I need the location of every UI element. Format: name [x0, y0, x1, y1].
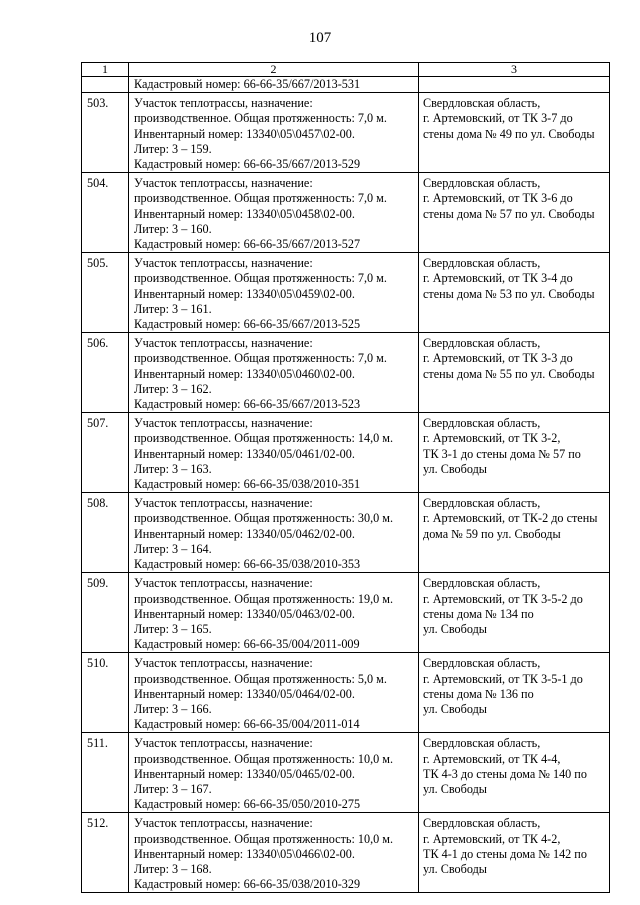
row-description-line: Участок теплотрассы, назначение:: [134, 96, 313, 111]
row-number: 503.: [82, 93, 129, 173]
row-address-line: Свердловская область,: [423, 496, 541, 511]
row-description-line: Инвентарный номер: 13340/05/0464/02-00.: [134, 686, 355, 701]
row-address-line: ТК 3-1 до стены дома № 57 по: [423, 446, 581, 461]
row-description-line: производственное. Общая протяженность: 19,0 м.: [134, 591, 394, 606]
row-number: 504.: [82, 173, 129, 253]
row-description-line: Литер: 3 – 167.: [134, 781, 212, 796]
table-row: [82, 813, 610, 893]
row-description-line: Кадастровый номер: 66-66-35/667/2013-523: [134, 397, 361, 412]
row-number: 505.: [82, 253, 129, 333]
row-description: [129, 77, 419, 93]
row-description: [129, 733, 419, 813]
row-description-line: Участок теплотрассы, назначение:: [134, 576, 313, 591]
row-description-line: производственное. Общая протяженность: 7,0 м.: [134, 191, 387, 206]
row-description-line: Кадастровый номер: 66-66-35/667/2013-531: [134, 77, 361, 91]
row-description: [129, 253, 419, 333]
row-description-line: Литер: 3 – 163.: [134, 461, 212, 476]
row-address: [419, 733, 610, 813]
column-header-3: 3: [419, 63, 610, 77]
row-description-line: Участок теплотрассы, назначение:: [134, 736, 313, 751]
row-description-line: Литер: 3 – 161.: [134, 301, 212, 316]
row-description-line: производственное. Общая протяженность: 7,0 м.: [134, 271, 387, 286]
row-description: [129, 173, 419, 253]
table-row: [82, 493, 610, 573]
row-address-line: Свердловская область,: [423, 656, 541, 671]
row-number: 510.: [82, 653, 129, 733]
row-address-line: ул. Свободы: [423, 461, 487, 476]
row-description-line: Инвентарный номер: 13340/05/0463/02-00.: [134, 606, 355, 621]
row-address-line: Свердловская область,: [423, 96, 541, 111]
row-number: 507.: [82, 413, 129, 493]
row-description-line: Участок теплотрассы, назначение:: [134, 816, 313, 831]
row-description: [129, 333, 419, 413]
table-row: [82, 573, 610, 653]
row-description-line: Кадастровый номер: 66-66-35/038/2010-353: [134, 557, 361, 572]
row-description-line: Литер: 3 – 165.: [134, 621, 212, 636]
row-description: [129, 93, 419, 173]
row-address-line: ул. Свободы: [423, 701, 487, 716]
table-row: [82, 333, 610, 413]
row-description-line: Инвентарный номер: 13340/05/0465/02-00.: [134, 766, 355, 781]
row-address-line: стены дома № 53 по ул. Свободы: [423, 286, 595, 301]
table-body: [82, 77, 610, 893]
row-description-line: Кадастровый номер: 66-66-35/004/2011-009: [134, 637, 360, 652]
row-address-line: г. Артемовский, от ТК 3-6 до: [423, 191, 573, 206]
row-description: [129, 573, 419, 653]
row-address: [419, 93, 610, 173]
row-address-line: ТК 4-1 до стены дома № 142 по: [423, 846, 587, 861]
row-address-line: г. Артемовский, от ТК 3-5-1 до: [423, 671, 583, 686]
row-address-line: стены дома № 49 по ул. Свободы: [423, 126, 595, 141]
row-address-line: дома № 59 по ул. Свободы: [423, 526, 561, 541]
row-address: [419, 493, 610, 573]
row-number: 508.: [82, 493, 129, 573]
row-address-line: ул. Свободы: [423, 861, 487, 876]
row-address-line: стены дома № 136 по: [423, 686, 534, 701]
row-number: 506.: [82, 333, 129, 413]
header-row: [82, 63, 610, 77]
row-address-line: г. Артемовский, от ТК 3-2,: [423, 431, 561, 446]
row-number: 509.: [82, 573, 129, 653]
row-description-line: производственное. Общая протяженность: 14,0 м.: [134, 431, 394, 446]
row-address-line: Свердловская область,: [423, 576, 541, 591]
row-address: [419, 333, 610, 413]
row-description-line: производственное. Общая протяженность: 30,0 м.: [134, 511, 394, 526]
row-description-line: Инвентарный номер: 13340\05\0466\02-00.: [134, 846, 355, 861]
continuation-row: [82, 77, 610, 93]
row-description-line: Инвентарный номер: 13340\05\0459\02-00.: [134, 286, 355, 301]
row-address-line: Свердловская область,: [423, 256, 541, 271]
row-address-line: стены дома № 57 по ул. Свободы: [423, 206, 595, 221]
row-description-line: Кадастровый номер: 66-66-35/667/2013-527: [134, 237, 361, 252]
table-row: [82, 253, 610, 333]
row-address: [419, 653, 610, 733]
row-description-line: Кадастровый номер: 66-66-35/050/2010-275: [134, 797, 361, 812]
row-description-line: Инвентарный номер: 13340/05/0461/02-00.: [134, 446, 355, 461]
row-description: [129, 813, 419, 893]
property-table: [81, 62, 610, 893]
row-number: 512.: [82, 813, 129, 893]
row-address: [419, 413, 610, 493]
row-description: [129, 493, 419, 573]
row-address-line: г. Артемовский, от ТК 3-7 до: [423, 111, 573, 126]
row-address-line: Свердловская область,: [423, 816, 541, 831]
row-description-line: Участок теплотрассы, назначение:: [134, 176, 313, 191]
row-description-line: производственное. Общая протяженность: 5,0 м.: [134, 671, 387, 686]
table-row: [82, 93, 610, 173]
row-address: [419, 813, 610, 893]
row-description-line: Кадастровый номер: 66-66-35/038/2010-351: [134, 477, 361, 492]
column-header-2: 2: [129, 63, 419, 77]
table-row: [82, 653, 610, 733]
row-description-line: Литер: 3 – 159.: [134, 141, 212, 156]
row-address-line: стены дома № 134 по: [423, 606, 534, 621]
row-address-line: ТК 4-3 до стены дома № 140 по: [423, 766, 587, 781]
row-description-line: Кадастровый номер: 66-66-35/038/2010-329: [134, 877, 361, 892]
row-description-line: Кадастровый номер: 66-66-35/004/2011-014: [134, 717, 360, 732]
row-description-line: Литер: 3 – 162.: [134, 381, 212, 396]
row-address: [419, 573, 610, 653]
row-address-line: г. Артемовский, от ТК 4-2,: [423, 831, 561, 846]
row-description-line: Инвентарный номер: 13340\05\0458\02-00.: [134, 206, 355, 221]
row-address-line: г. Артемовский, от ТК 3-4 до: [423, 271, 573, 286]
row-address-line: Свердловская область,: [423, 416, 541, 431]
table-row: [82, 173, 610, 253]
row-address: [419, 173, 610, 253]
table-row: [82, 413, 610, 493]
row-description-line: Инвентарный номер: 13340/05/0462/02-00.: [134, 526, 355, 541]
row-description-line: Кадастровый номер: 66-66-35/667/2013-529: [134, 157, 361, 172]
row-address-line: Свердловская область,: [423, 736, 541, 751]
row-address: [419, 253, 610, 333]
row-address: [419, 77, 610, 93]
row-address-line: г. Артемовский, от ТК-2 до стены: [423, 511, 598, 526]
row-address-line: стены дома № 55 по ул. Свободы: [423, 366, 595, 381]
row-description-line: Участок теплотрассы, назначение:: [134, 336, 313, 351]
row-address-line: Свердловская область,: [423, 336, 541, 351]
row-description-line: Литер: 3 – 166.: [134, 701, 212, 716]
row-description-line: Участок теплотрассы, назначение:: [134, 496, 313, 511]
row-description-line: производственное. Общая протяженность: 10,0 м.: [134, 831, 394, 846]
row-number: 511.: [82, 733, 129, 813]
row-address-line: Свердловская область,: [423, 176, 541, 191]
row-description-line: Участок теплотрассы, назначение:: [134, 656, 313, 671]
row-description-line: Инвентарный номер: 13340\05\0460\02-00.: [134, 366, 355, 381]
row-description-line: Литер: 3 – 168.: [134, 861, 212, 876]
row-address-line: г. Артемовский, от ТК 3-3 до: [423, 351, 573, 366]
row-description-line: Инвентарный номер: 13340\05\0457\02-00.: [134, 126, 355, 141]
row-number: [82, 77, 129, 93]
row-description: [129, 413, 419, 493]
row-address-line: г. Артемовский, от ТК 3-5-2 до: [423, 591, 583, 606]
row-address-line: г. Артемовский, от ТК 4-4,: [423, 751, 561, 766]
row-address-line: ул. Свободы: [423, 621, 487, 636]
row-description-line: производственное. Общая протяженность: 7,0 м.: [134, 111, 387, 126]
row-description-line: Литер: 3 – 164.: [134, 541, 212, 556]
column-header-1: 1: [82, 63, 129, 77]
row-description-line: Участок теплотрассы, назначение:: [134, 416, 313, 431]
row-address-line: ул. Свободы: [423, 781, 487, 796]
row-description: [129, 653, 419, 733]
row-description-line: Участок теплотрассы, назначение:: [134, 256, 313, 271]
row-description-line: производственное. Общая протяженность: 10,0 м.: [134, 751, 394, 766]
page-number: 107: [308, 30, 332, 46]
row-description-line: Кадастровый номер: 66-66-35/667/2013-525: [134, 317, 361, 332]
table-row: [82, 733, 610, 813]
row-description-line: производственное. Общая протяженность: 7,0 м.: [134, 351, 387, 366]
row-description-line: Литер: 3 – 160.: [134, 221, 212, 236]
